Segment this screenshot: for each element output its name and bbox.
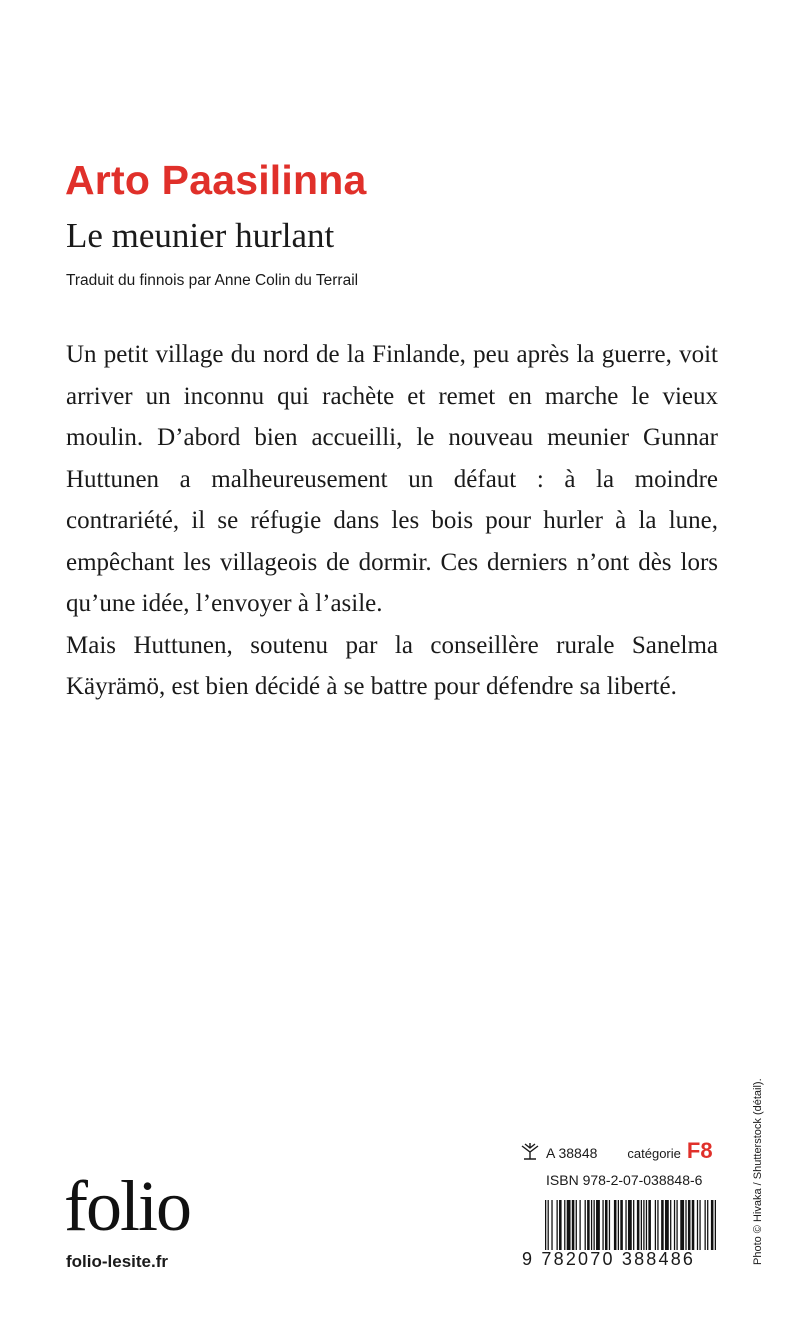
barcode-bar xyxy=(579,1200,580,1250)
barcode-bar xyxy=(711,1200,714,1250)
barcode-bar xyxy=(585,1200,586,1250)
photo-credit: Photo © Hivaka / Shutterstock (détail). xyxy=(752,1078,764,1265)
barcode-bar xyxy=(551,1200,552,1250)
barcode-bar xyxy=(556,1200,557,1250)
barcode-bar xyxy=(676,1200,677,1250)
barcode-bar xyxy=(605,1200,608,1250)
barcode-bar xyxy=(548,1200,549,1250)
barcode-bar xyxy=(545,1200,546,1250)
barcode-bar xyxy=(680,1200,684,1250)
barcode-bar xyxy=(661,1200,664,1250)
barcode-bar xyxy=(670,1200,671,1250)
author-name: Arto Paasilinna xyxy=(65,157,367,203)
book-title: Le meunier hurlant xyxy=(66,216,335,255)
back-cover-blurb xyxy=(66,334,718,708)
translator-credit: Traduit du finnois par Anne Colin du Terrail xyxy=(66,272,359,289)
barcode-bar xyxy=(596,1200,600,1250)
barcode-bar xyxy=(692,1200,695,1250)
barcode-bar xyxy=(618,1200,619,1250)
barcode-bar xyxy=(657,1200,658,1250)
barcode-bar xyxy=(705,1200,706,1250)
barcode-bar xyxy=(674,1200,675,1250)
barcode-bar xyxy=(576,1200,577,1250)
barcode-bar xyxy=(602,1200,603,1250)
barcode-bar xyxy=(655,1200,656,1250)
barcode-bar xyxy=(646,1200,647,1250)
barcode-bar xyxy=(614,1200,617,1250)
barcode-bar xyxy=(637,1200,640,1250)
barcode-bar xyxy=(707,1200,708,1250)
folio-logo: folio xyxy=(64,1166,190,1246)
barcode-bar xyxy=(559,1200,562,1250)
barcode-bar xyxy=(591,1200,592,1250)
barcode-bar xyxy=(697,1200,698,1250)
category-label: catégorie xyxy=(627,1146,681,1161)
gallimard-colophon-icon xyxy=(520,1142,540,1160)
barcode-bar xyxy=(567,1200,571,1250)
barcode-bar xyxy=(643,1200,644,1250)
product-reference-line xyxy=(520,1140,716,1162)
blurb-paragraph: Mais Huttunen, soutenu par la conseillère rurale Sanelma Käyrämö, est bien décidé à se battre pour défendre sa liberté. xyxy=(66,631,718,700)
barcode-digits: 9 782070 388486 xyxy=(522,1249,696,1269)
barcode-bar xyxy=(587,1200,590,1250)
barcode-bar xyxy=(699,1200,700,1250)
barcode-bar xyxy=(641,1200,642,1250)
barcode-bar xyxy=(685,1200,686,1250)
category-value: F8 xyxy=(686,1138,713,1163)
publisher-website[interactable]: folio-lesite.fr xyxy=(66,1252,169,1271)
barcode-bar xyxy=(564,1200,565,1250)
barcode-icon xyxy=(545,1200,716,1250)
blurb-paragraph: Un petit village du nord de la Finlande, peu après la guerre, voit arriver un inconnu qui rachète et remet en marche le vieux moulin. D’abord bien accueilli, le nouveau meunier Gunnar Huttunen a malheureusement un défaut : à la moindre contrariété, il se réfugie dans les bois pour hurler à la lune, empêchant les villageois de dormir. Ces derniers n’ont dès lors qu’une idée, l’envoyer à l’asile. xyxy=(66,341,718,617)
isbn-number: ISBN 978-2-07-038848-6 xyxy=(546,1172,703,1188)
barcode-bar xyxy=(628,1200,632,1250)
barcode-bar xyxy=(593,1200,594,1250)
barcode-bar xyxy=(665,1200,669,1250)
barcode-bar xyxy=(625,1200,626,1250)
reference-code: A 38848 xyxy=(546,1145,598,1161)
barcode-bar xyxy=(715,1200,716,1250)
barcode-bar xyxy=(633,1200,634,1250)
barcode-bar xyxy=(688,1200,691,1250)
barcode-bar xyxy=(648,1200,651,1250)
barcode-bar xyxy=(572,1200,575,1250)
barcode-bar xyxy=(620,1200,623,1250)
barcode-bar xyxy=(609,1200,610,1250)
